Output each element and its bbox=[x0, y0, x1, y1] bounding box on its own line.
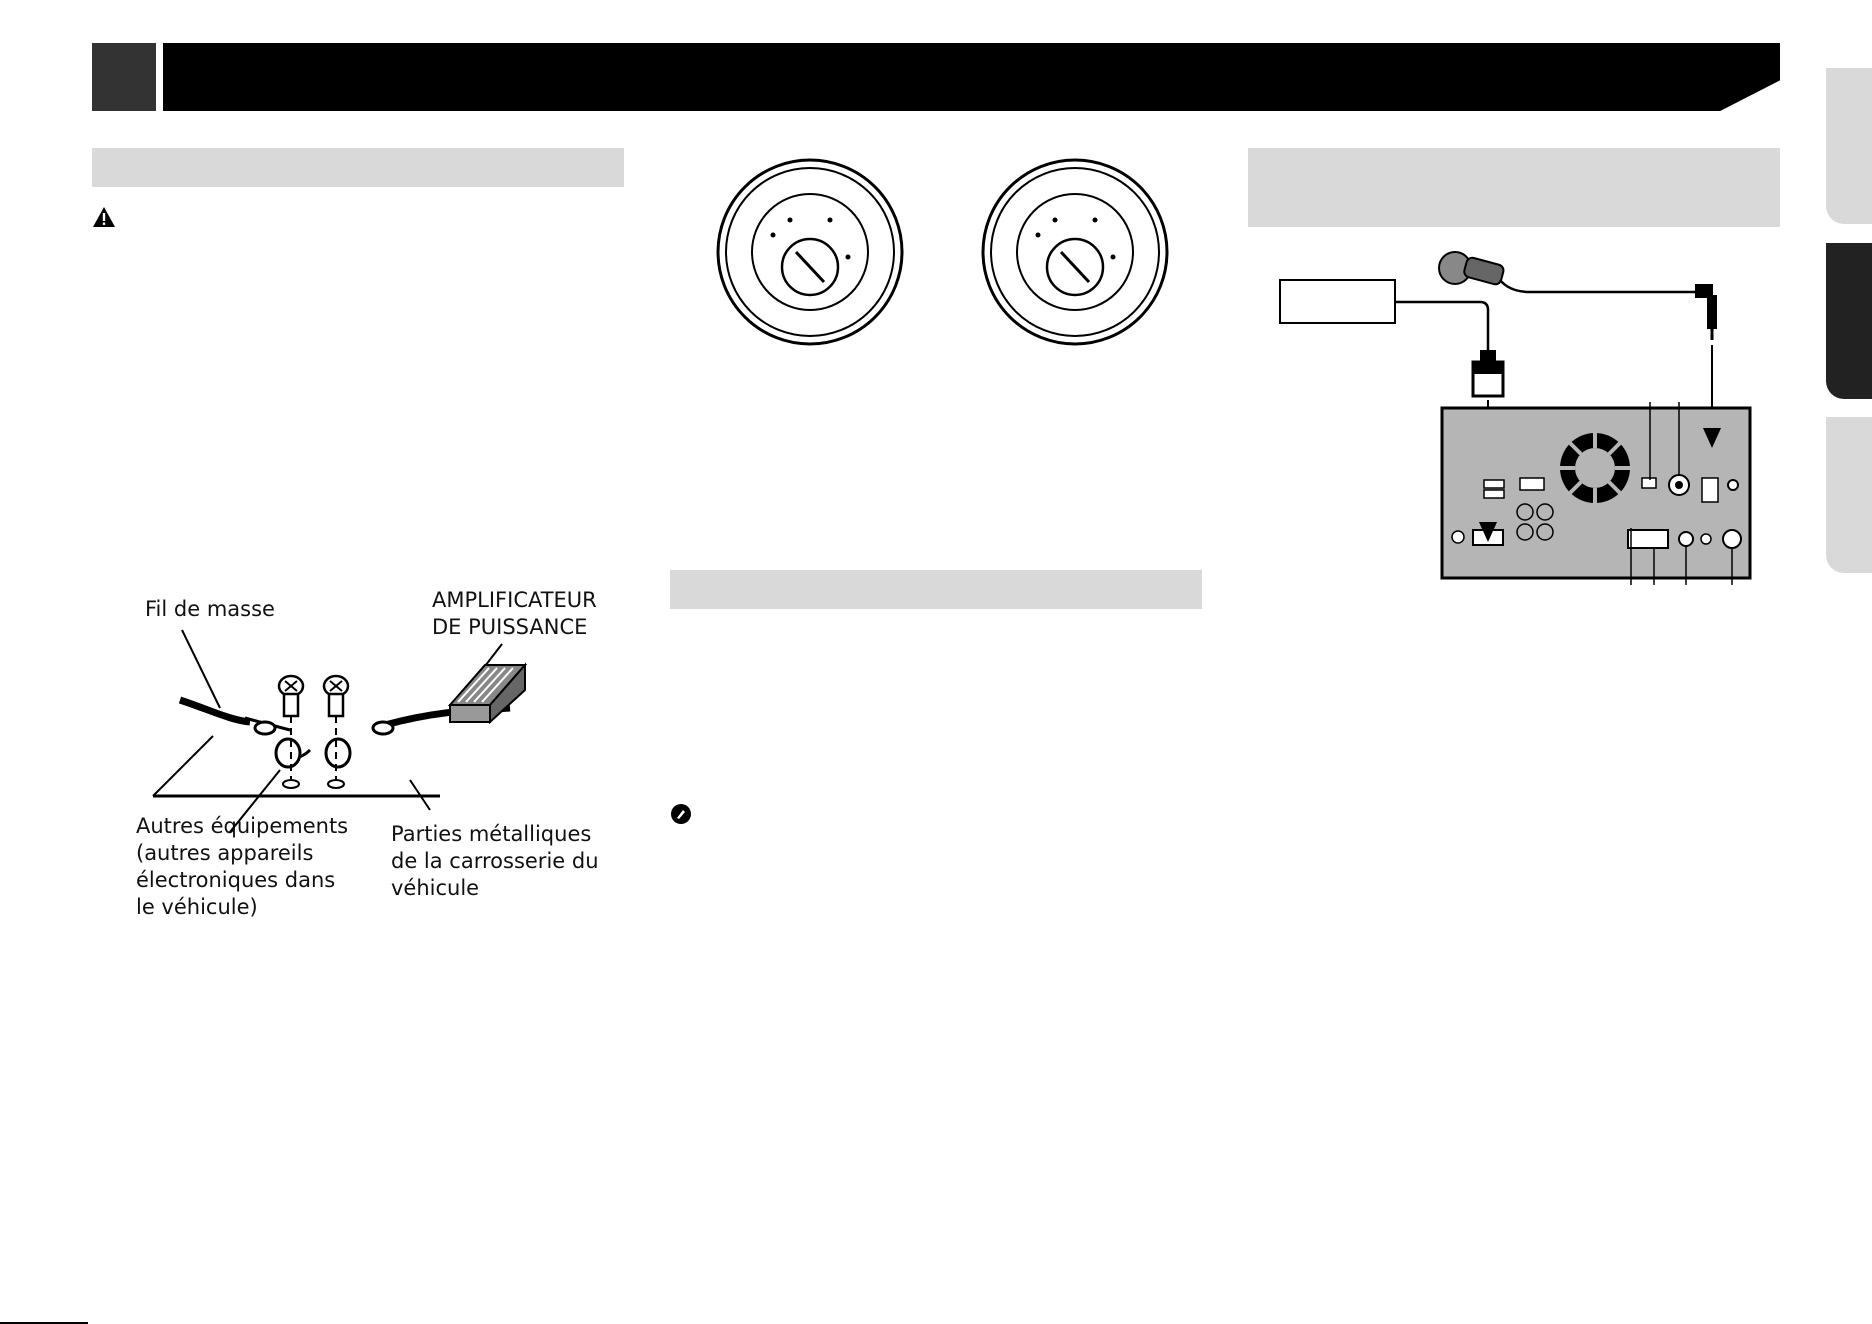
warning-icon bbox=[92, 205, 116, 229]
metal-parts-label: Parties métalliques de la carrosserie du véhicule bbox=[391, 822, 599, 900]
side-tab-2[interactable] bbox=[1826, 243, 1872, 399]
speaker-illustration-right bbox=[975, 152, 1175, 352]
section-bar-left bbox=[92, 148, 624, 187]
header-bar bbox=[163, 43, 1780, 111]
ground-wire-label: Fil de masse bbox=[145, 597, 275, 621]
important-icon bbox=[670, 803, 692, 825]
side-tab-1[interactable] bbox=[1826, 68, 1872, 224]
section-bar-middle bbox=[670, 570, 1202, 609]
speaker-illustration-left bbox=[710, 152, 910, 352]
amplifier-label: AMPLIFICATEUR DE PUISSANCE bbox=[432, 588, 597, 639]
connection-diagram bbox=[1270, 240, 1770, 580]
grounding-diagram bbox=[140, 610, 700, 870]
side-tab-3[interactable] bbox=[1826, 417, 1872, 573]
header-square bbox=[92, 43, 156, 111]
section-bar-right bbox=[1248, 148, 1780, 227]
other-equipment-label: Autres équipements (autres appareils électroniques dans le véhicule) bbox=[136, 814, 349, 919]
